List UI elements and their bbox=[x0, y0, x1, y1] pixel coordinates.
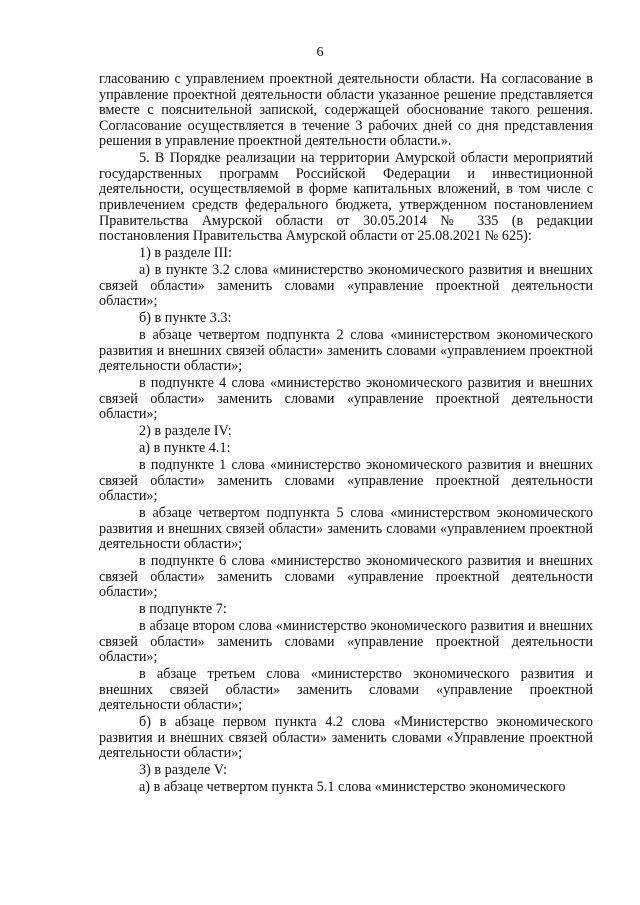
paragraph-8: 2) в разделе IV: bbox=[139, 423, 232, 440]
paragraph-1: гласованию с управлением проектной деятельности области. На согласование в управление проектной деятельности области указанное решение представляется вместе с пояснительной запиской, содержащей обоснование такого решения. Согласование осуществляется в течение 3 рабочих дней со дня представления решения в управление проектной деятельности области.». bbox=[99, 71, 593, 150]
paragraph-17: 3) в разделе V: bbox=[139, 762, 227, 779]
document-body bbox=[99, 72, 593, 797]
paragraph-4: а) в пункте 3.2 слова «министерство экономического развития и внешних связей области» заменить словами «управление проектной деятельности области»; bbox=[99, 262, 593, 310]
paragraph-12: в подпункте 6 слова «министерство экономического развития и внешних связей области» заменить словами «управление проектной деятельности области»; bbox=[99, 553, 593, 601]
paragraph-5: б) в пункте 3.3: bbox=[139, 310, 232, 327]
paragraph-13: в подпункте 7: bbox=[139, 601, 227, 618]
page-number: 6 bbox=[316, 45, 324, 60]
paragraph-2: 5. В Порядке реализации на территории Амурской области мероприятий государственных программ Российской Федерации и инвестиционной деятельности, осуществляемой в форме капитальных вложений, в том числе с привлечением средств федерального бюджета, утвержденном постановлением Правительства Амурской области от 30.05.2014 № 335 (в редакции постановления Правительства Амурской области от 25.08.2021 № 625): bbox=[99, 150, 593, 245]
paragraph-7: в подпункте 4 слова «министерство экономического развития и внешних связей области» заменить словами «управление проектной деятельности области»; bbox=[99, 375, 593, 423]
paragraph-18: а) в абзаце четвертом пункта 5.1 слова «министерство экономического bbox=[139, 779, 566, 796]
paragraph-15: в абзаце третьем слова «министерство экономического развития и внешних связей области» заменить словами «управление проектной деятельности области»; bbox=[99, 666, 593, 714]
paragraph-16: б) в абзаце первом пункта 4.2 слова «Министерство экономического развития и внешних связей области» заменить словами «Управление проектной деятельности области»; bbox=[99, 714, 593, 762]
paragraph-9: а) в пункте 4.1: bbox=[139, 440, 231, 457]
paragraph-10: в подпункте 1 слова «министерство экономического развития и внешних связей области» заменить словами «управление проектной деятельности области»; bbox=[99, 456, 593, 505]
paragraph-3: 1) в разделе III: bbox=[139, 245, 232, 262]
paragraph-14: в абзаце втором слова «министерство экономического развития и внешних связей области» заменить словами «управление проектной деятельности области»; bbox=[99, 618, 593, 666]
paragraph-11: в абзаце четвертом подпункта 5 слова «министерством экономического развития и внешних связей области» заменить словами «управлением проектной деятельности области»; bbox=[99, 505, 593, 553]
paragraph-6: в абзаце четвертом подпункта 2 слова «министерством экономического развития и внешних связей области» заменить словами «управлением проектной деятельности области»; bbox=[99, 326, 593, 375]
